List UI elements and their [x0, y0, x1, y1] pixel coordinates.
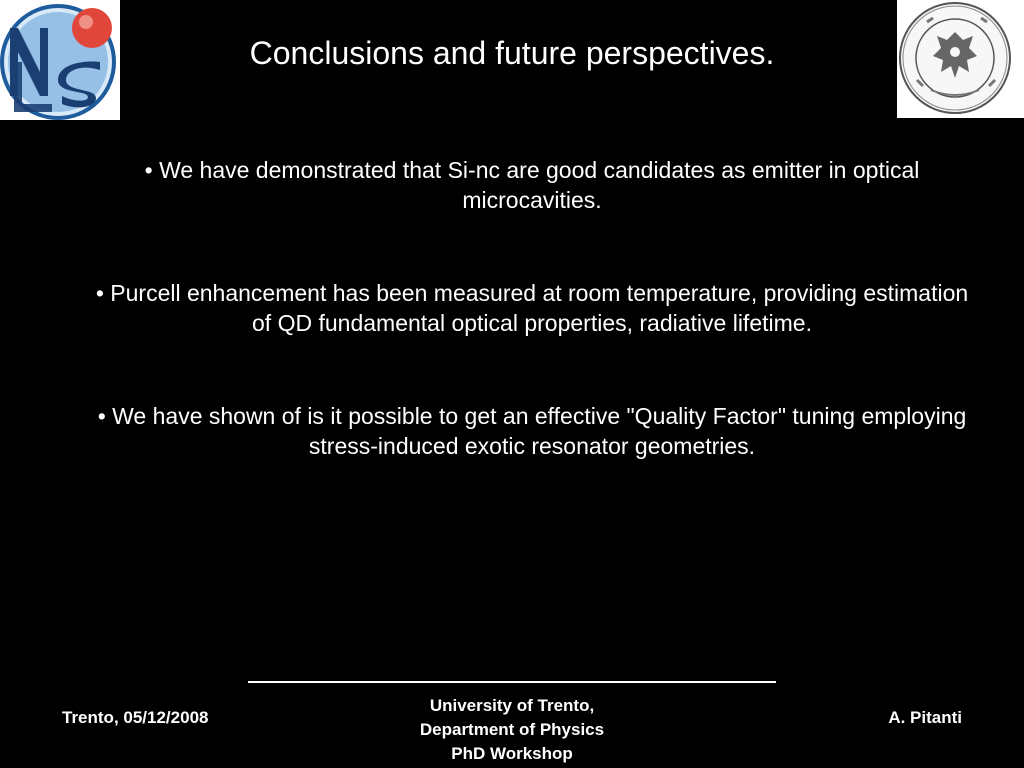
footer-author: A. Pitanti — [888, 708, 962, 727]
footer-divider — [248, 681, 776, 683]
bullet-list — [90, 155, 974, 461]
slide-title: Conclusions and future perspectives. — [249, 35, 775, 71]
footer-institution-line: University of Trento, — [429, 696, 595, 715]
bullet-item: • We have demonstrated that Si-nc are good candidates as emitter in optical microcavities. — [144, 157, 920, 213]
nls-logo — [0, 0, 120, 120]
footer-institution-line: Department of Physics — [419, 720, 605, 739]
bullet-item: • Purcell enhancement has been measured at room temperature, providing estimation of QD fundamental optical properties, radiative lifetime. — [95, 280, 969, 336]
footer-institution-line: PhD Workshop — [451, 744, 573, 763]
nls-logo-icon — [0, 0, 120, 120]
university-seal-logo — [897, 0, 1024, 118]
footer-date: Trento, 05/12/2008 — [62, 708, 209, 727]
bullet-item: • We have shown of is it possible to get an effective "Quality Factor" tuning employing stress-induced exotic resonator geometries. — [97, 403, 967, 459]
footer-institution — [362, 694, 662, 766]
university-seal-icon — [897, 0, 1024, 118]
